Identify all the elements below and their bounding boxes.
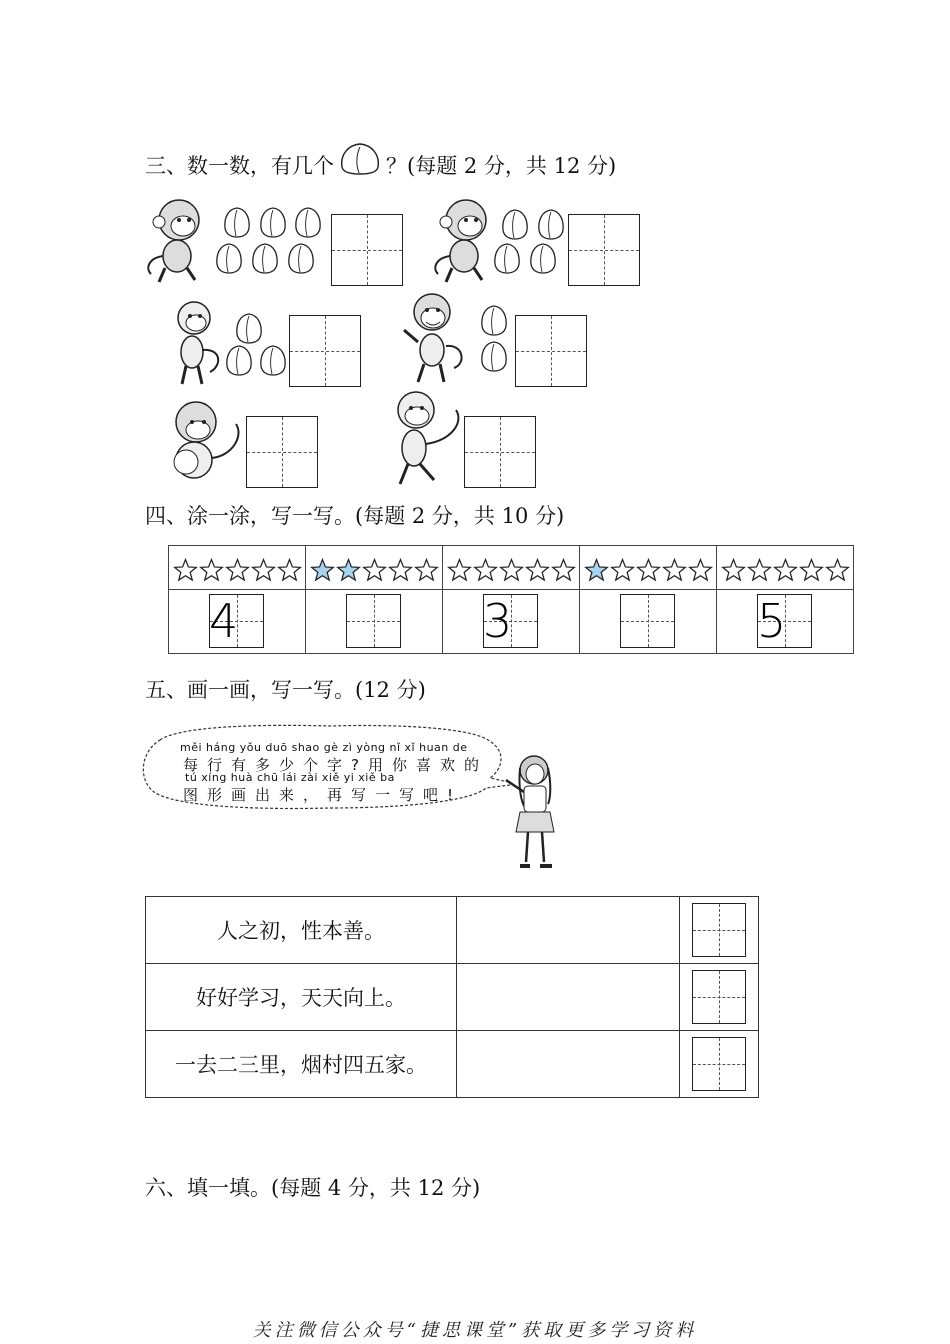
peach-icon (293, 206, 323, 238)
star-filled-icon[interactable] (310, 558, 335, 583)
poem-table (145, 896, 759, 1098)
section-three-title-text: 三、数一数，有几个 (145, 154, 334, 178)
star-outline-icon[interactable] (688, 558, 713, 583)
monkey-icon (398, 290, 468, 386)
star-outline-icon[interactable] (362, 558, 387, 583)
peach-icon (258, 206, 288, 238)
star-outline-icon[interactable] (551, 558, 576, 583)
answer-grid[interactable] (515, 315, 587, 387)
answer-grid[interactable] (331, 214, 403, 286)
peach-icon (224, 344, 254, 376)
digit-4: 4 (209, 594, 239, 648)
star-cell-1 (169, 546, 306, 590)
star-outline-icon[interactable] (610, 558, 635, 583)
answer-grid[interactable] (568, 214, 640, 286)
star-outline-icon[interactable] (251, 558, 276, 583)
peach-icon (528, 242, 558, 274)
star-table (168, 545, 854, 654)
star-outline-icon[interactable] (825, 558, 850, 583)
section-five-title: 五、画一画，写一写。(12 分) (145, 678, 426, 702)
star-filled-icon[interactable] (336, 558, 361, 583)
digit-cell-2[interactable] (306, 590, 443, 654)
digit-cell-3[interactable] (443, 590, 580, 654)
answer-grid[interactable] (246, 416, 318, 488)
peach-icon (250, 242, 280, 274)
drawing-cell[interactable] (457, 964, 680, 1031)
count-cell[interactable] (680, 897, 759, 964)
star-outline-icon[interactable] (721, 558, 746, 583)
count-cell[interactable] (680, 1031, 759, 1098)
table-row (146, 897, 759, 964)
peach-icon (286, 242, 316, 274)
digit-cell-5[interactable] (717, 590, 854, 654)
peach-icon (214, 242, 244, 274)
star-outline-icon[interactable] (799, 558, 824, 583)
star-outline-icon[interactable] (636, 558, 661, 583)
monkey-icon (386, 388, 466, 488)
section-three-title (145, 150, 616, 180)
monkey-icon (430, 196, 500, 286)
section-three-score: ？(每题 2 分，共 12 分) (386, 154, 617, 178)
poem-cell: 一去二三里，烟村四五家。 (146, 1031, 457, 1098)
peach-icon (479, 340, 509, 372)
bubble-pinyin-1: měi háng yǒu duō shao gè zì yòng nǐ xǐ huan de (180, 741, 468, 754)
bubble-hanzi-1: 每行有多少个字?用你喜欢的 (183, 756, 488, 774)
digit-3: 3 (483, 594, 513, 648)
footer-note: 关注微信公众号“捷思课堂”获取更多学习资料 (252, 1320, 698, 1341)
count-cell[interactable] (680, 964, 759, 1031)
star-outline-icon[interactable] (747, 558, 772, 583)
monkey-icon (162, 396, 248, 486)
drawing-cell[interactable] (457, 1031, 680, 1098)
girl-icon (498, 750, 564, 874)
star-outline-icon[interactable] (388, 558, 413, 583)
star-filled-icon[interactable] (584, 558, 609, 583)
monkey-icon (164, 298, 226, 386)
peach-icon (258, 344, 288, 376)
star-cell-3 (443, 546, 580, 590)
table-row (146, 964, 759, 1031)
star-outline-icon[interactable] (173, 558, 198, 583)
drawing-cell[interactable] (457, 897, 680, 964)
star-outline-icon[interactable] (447, 558, 472, 583)
answer-grid[interactable] (692, 970, 746, 1024)
star-outline-icon[interactable] (199, 558, 224, 583)
star-cell-4 (580, 546, 717, 590)
star-outline-icon[interactable] (473, 558, 498, 583)
poem-cell: 人之初，性本善。 (146, 897, 457, 964)
answer-grid[interactable] (289, 315, 361, 387)
answer-grid[interactable] (346, 594, 401, 648)
star-outline-icon[interactable] (773, 558, 798, 583)
peach-icon (222, 206, 252, 238)
table-row (146, 1031, 759, 1098)
star-cell-2 (306, 546, 443, 590)
peach-icon (479, 304, 509, 336)
peach-icon (500, 208, 530, 240)
star-outline-icon[interactable] (277, 558, 302, 583)
answer-grid[interactable] (692, 1037, 746, 1091)
peach-icon (492, 242, 522, 274)
star-cell-5 (717, 546, 854, 590)
bubble-hanzi-2: 图形画出来，再写一写吧! (183, 786, 463, 804)
star-outline-icon[interactable] (499, 558, 524, 583)
answer-grid[interactable] (620, 594, 675, 648)
bubble-pinyin-2: tú xíng huà chū lái zài xiě yi xiě ba (185, 771, 395, 784)
digit-cell-4[interactable] (580, 590, 717, 654)
digit-cell-1[interactable] (169, 590, 306, 654)
answer-grid[interactable] (692, 903, 746, 957)
star-outline-icon[interactable] (414, 558, 439, 583)
digit-5: 5 (757, 594, 787, 648)
monkey-icon (143, 196, 213, 286)
section-four-title: 四、涂一涂，写一写。(每题 2 分，共 10 分) (145, 504, 565, 528)
peach-icon (334, 151, 386, 179)
star-outline-icon[interactable] (662, 558, 687, 583)
answer-grid[interactable] (464, 416, 536, 488)
peach-icon (536, 208, 566, 240)
star-outline-icon[interactable] (225, 558, 250, 583)
star-outline-icon[interactable] (525, 558, 550, 583)
peach-icon (234, 312, 264, 344)
poem-cell: 好好学习，天天向上。 (146, 964, 457, 1031)
section-six-title: 六、填一填。(每题 4 分，共 12 分) (145, 1176, 481, 1200)
